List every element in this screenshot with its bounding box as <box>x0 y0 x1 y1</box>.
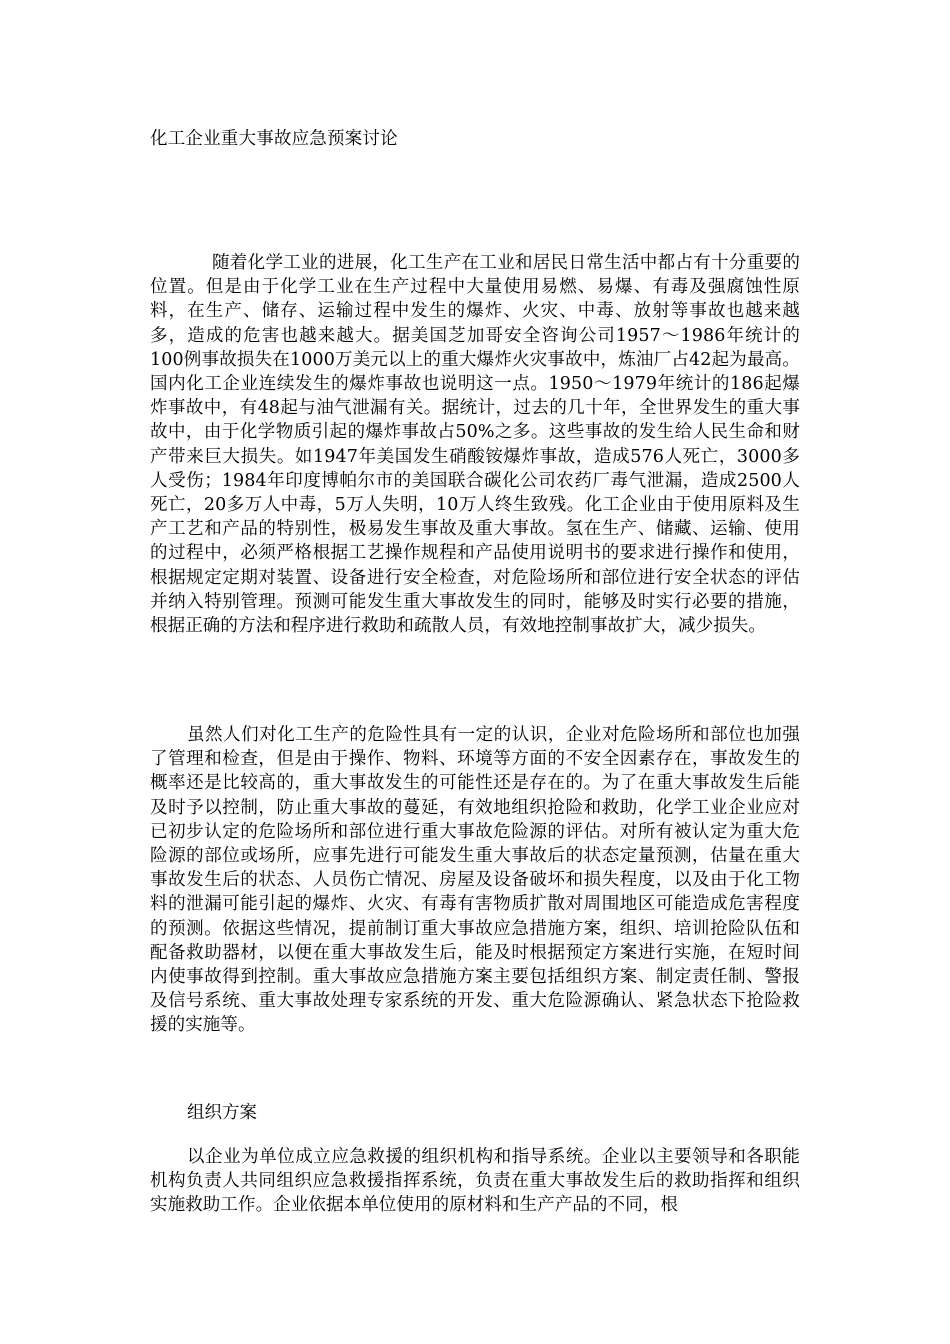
body-paragraph-2: 虽然人们对化工生产的危险性具有一定的认识，企业对危险场所和部位也加强了管理和检查，但是由于操作、物料、环境等方面的不安全因素存在，事故发生的概率还是比较高的，重大事故发生的可能性还是存在的。为了在重大事故发生后能及时予以控制，防止重大事故的蔓延，有效地组织抢险和救助，化学工业企业应对已初步认定的危险场所和部位进行重大事故危险源的评估。对所有被认定为重大危险源的部位或场所，应事先进行可能发生重大事故后的状态定量预测，估量在重大事故发生后的状态、人员伤亡情况、房屋及设备破坏和损失程度，以及由于化工物料的泄漏可能引起的爆炸、火灾、有毒有害物质扩散对周围地区可能造成危害程度的预测。依据这些情况，提前制订重大事故应急措施方案，组织、培训抢险队伍和配备救助器材，以便在重大事故发生后，能及时根据预定方案进行实施，在短时间内使事故得到控制。重大事故应急措施方案主要包括组织方案、制定责任制、警报及信号系统、重大事故处理专家系统的开发、重大危险源确认、紧急状态下抢险救援的实施等。 <box>150 725 800 1036</box>
section-heading: 组织方案 <box>187 1103 257 1123</box>
document-title: 化工企业重大事故应急预案讨论 <box>150 129 398 149</box>
section-paragraph: 以企业为单位成立应急救援的组织机构和指导系统。企业以主要领导和各职能机构负责人共同组织应急救援指挥系统，负责在重大事故发生后的救助指挥和组织实施救助工作。企业依据本单位使用的原材料和生产产品的不同，根 <box>150 1147 800 1216</box>
body-paragraph-1: 随着化学工业的进展，化工生产在工业和居民日常生活中都占有十分重要的位置。但是由于化学工业在生产过程中大量使用易燃、易爆、有毒及强腐蚀性原料，在生产、储存、运输过程中发生的爆炸、火灾、中毒、放射等事故也越来越多，造成的危害也越来越大。据美国芝加哥安全咨询公司1957～1986年统计的100例事故损失在1000万美元以上的重大爆炸火灾事故中，炼油厂占42起为最高。国内化工企业连续发生的爆炸事故也说明这一点。1950～1979年统计的186起爆炸事故中，有48起与油气泄漏有关。据统计，过去的几十年，全世界发生的重大事故中，由于化学物质引起的爆炸事故占50%之多。这些事故的发生给人民生命和财产带来巨大损失。如1947年美国发生硝酸铵爆炸事故，造成576人死亡，3000多人受伤；1984年印度博帕尔市的美国联合碳化公司农药厂毒气泄漏，造成2500人死亡，20多万人中毒，5万人失明，10万人终生致残。化工企业由于使用原料及生产工艺和产品的特别性，极易发生事故及重大事故。氢在生产、储藏、运输、使用的过程中，必须严格根据工艺操作规程和产品使用说明书的要求进行操作和使用，根据规定定期对装置、设备进行安全检查，对危险场所和部位进行安全状态的评估并纳入特别管理。预测可能发生重大事故发生的同时，能够及时实行必要的措施，根据正确的方法和程序进行救助和疏散人员，有效地控制事故扩大，减少损失。 <box>150 253 800 637</box>
